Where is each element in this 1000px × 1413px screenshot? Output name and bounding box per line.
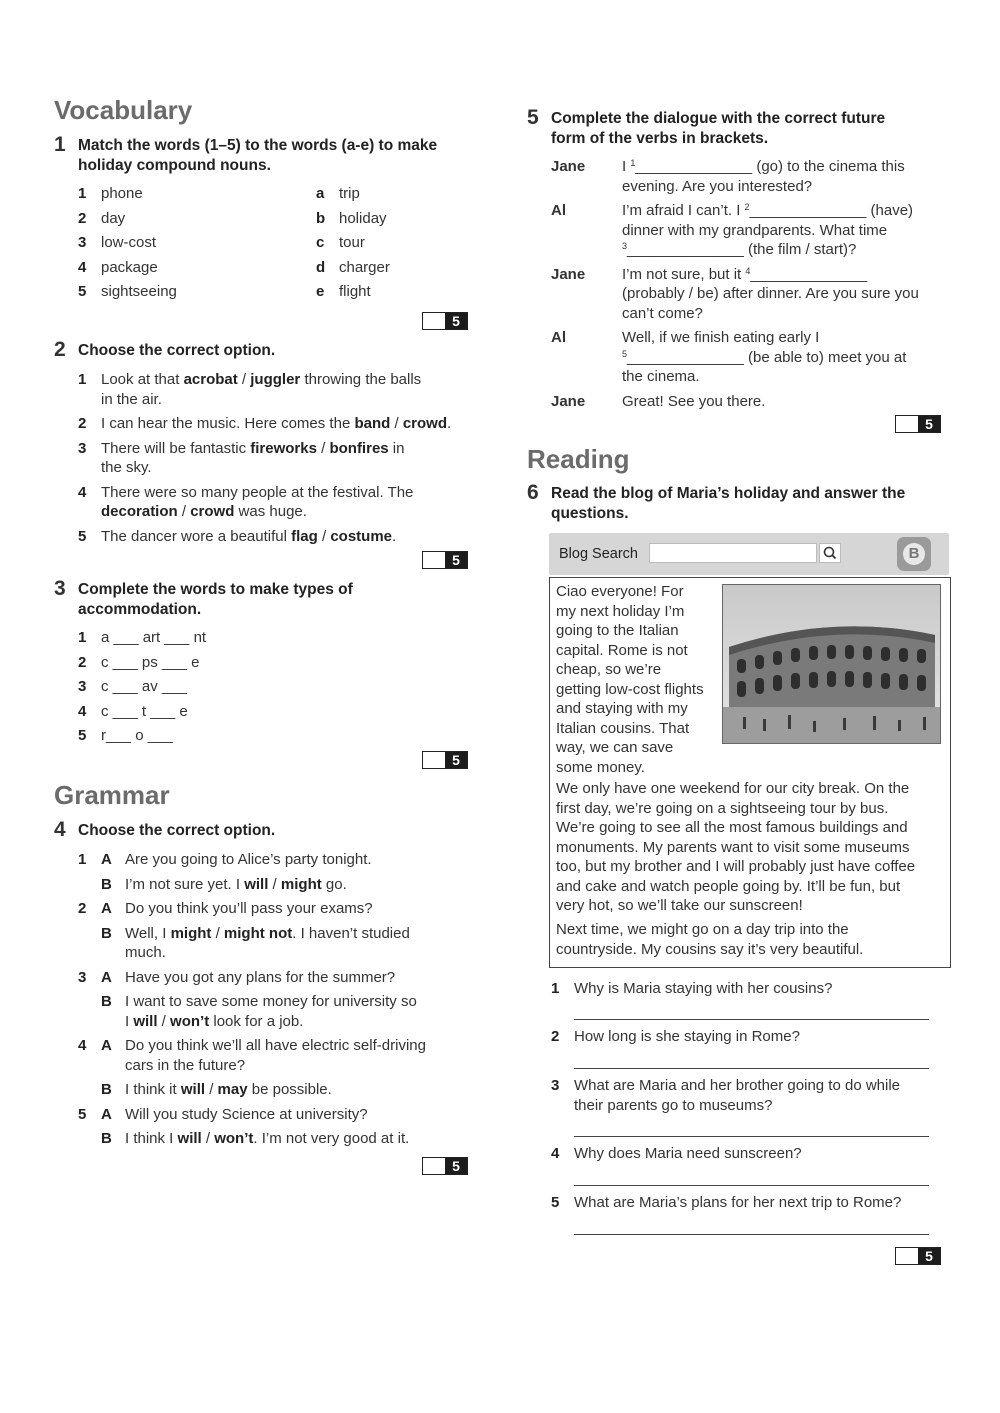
list-item: 2 c ___ ps ___ e [78,653,200,671]
list-item: 4 A Do you think we’ll all have electric self-driving cars in the future? [78,1037,426,1074]
option-2[interactable]: crowd [190,503,235,520]
score-box[interactable] [422,751,468,769]
dialogue-line: Al Well, if we finish eating early I $^5$______________ (be able to) meet you at the cinema. [551,329,907,385]
exercise-title-line: form of the verbs in brackets. [551,130,769,147]
dialogue [551,157,951,411]
exercise-title: Choose the correct option. [78,822,276,839]
score-box[interactable] [895,1247,941,1265]
item-number: 3 [78,234,87,252]
exercise-title-line: Read the blog of Maria’s holiday and answer the [551,485,906,502]
option-1[interactable]: will [180,1081,206,1098]
option-1[interactable]: will [133,1012,158,1030]
gap-field[interactable]: ______________ (have) [749,202,914,219]
exercise-number: 6 [527,481,539,504]
option-1[interactable]: might [170,924,212,942]
exercise-title-line: Match the words (1–5) to the words (a-e) to make [78,137,438,154]
list-item: 5 A Will you study Science at university? [78,1105,368,1123]
score-max: 5 [445,752,467,768]
exercise-number: 4 [54,818,66,841]
item-text: day [101,209,126,227]
dialogue-line: Jane I $^1$______________ (go) to the cinema this evening. Are you interested? [551,158,905,195]
item-number: 1 [78,371,87,388]
exercise-title [551,484,905,524]
list-item: 5 The dancer wore a beautiful flag / costume. [78,527,397,545]
blog-header-bar [549,533,949,575]
exercise-title [78,580,353,620]
blogger-logo-icon[interactable] [897,537,931,571]
speaker-name: Jane [551,265,586,283]
item-letter: a [316,185,325,202]
question-5: 5 What are Maria’s plans for her next trip to Rome? [551,1194,902,1211]
option-1[interactable]: acrobat [183,371,238,388]
question-2: 2 How long is she staying in Rome? [551,1028,800,1045]
blog-paragraph-3: Next time, we might go on a day trip into the countryside. My cousins say it’s very beautiful. [556,921,864,958]
dialogue-option-list [78,850,478,1149]
dialogue-line: Al I’m afraid I can’t. I $^2$______________ (have) dinner with my grandparents. What time $^3$______________ (the film / start)? [551,202,914,258]
item-number: 4 [78,258,87,276]
option-2[interactable]: costume [330,527,392,545]
option-1[interactable]: will [177,1130,202,1147]
list-item: 1 Look at that acrobat / juggler throwing the balls in the air. [78,371,422,408]
list-item [316,233,476,258]
blog-search-input[interactable] [649,543,817,563]
score-max: 5 [445,552,467,568]
answer-line[interactable] [574,1068,929,1069]
item-letter: b [316,209,326,227]
list-item: B I want to save some money for university so I will / won’t look for a job. [101,993,417,1030]
blog-search-label: Blog Search [559,546,638,562]
item-text: tour [339,234,365,252]
search-icon [820,544,840,562]
exercise-title [551,109,885,149]
item-text: holiday [339,209,387,227]
dialogue-line: Jane Great! See you there. [551,392,766,410]
item-text: sightseeing [101,283,177,301]
option-1[interactable]: will [244,875,269,893]
list-item: 3 c ___ av ___ [78,678,187,696]
match-right-list [316,184,476,307]
speaker-name: Al [551,202,566,219]
answer-line[interactable] [574,1136,929,1137]
item-number: 3 [78,439,87,457]
item-letter: c [316,234,325,252]
search-button[interactable] [819,543,841,563]
list-item: 4 There were so many people at the festival. The decoration / crowd was huge. [78,483,414,520]
list-item: 1 A Are you going to Alice’s party tonight. [78,851,372,868]
colosseum-image [722,584,941,744]
list-item [78,258,298,283]
item-number: 5 [78,527,87,545]
answer-line[interactable] [574,1019,929,1020]
exercise-title-line: accommodation. [78,601,202,618]
gap-word[interactable]: c ___ ps ___ e [101,653,200,671]
item-text: trip [339,185,360,202]
section-heading-grammar: Grammar [54,780,170,810]
question-3: 3 What are Maria and her brother going to do while their parents go to museums? [551,1077,901,1114]
item-text: charger [339,258,390,276]
list-item: B I think I will / won’t. I’m not very good at it. [101,1130,410,1147]
option-2[interactable]: crowd [402,415,447,432]
section-heading-reading: Reading [527,444,630,474]
score-box[interactable] [895,415,941,433]
blog-paragraph-1: Ciao everyone! For my next holiday I’m going to the Italian capital. Rome is not cheap, so we’re getting low-cost flights and staying with my Italian cousins. That way, we can save some money. [556,583,704,776]
question-1: 1 Why is Maria staying with her cousins? [551,980,833,997]
list-item [78,209,298,234]
speaker-name: Al [551,329,566,346]
option-1[interactable]: decoration [101,503,178,520]
exercise-title [78,136,437,176]
list-item: 2 A Do you think you’ll pass your exams? [78,900,373,917]
list-item: B I’m not sure yet. I will / might go. [101,875,347,893]
option-1[interactable]: fireworks [250,439,317,457]
item-number: 2 [78,209,87,227]
score-max: 5 [918,1248,940,1264]
list-item: B I think it will / may be possible. [101,1081,332,1098]
score-max: 5 [445,1158,467,1174]
item-text: package [101,258,158,276]
list-item [78,184,298,209]
blog-paragraph-2: We only have one weekend for our city break. On the first day, we’re going on a sightseeing tour by bus. We’re going to see all the most famous buildings and monuments. My parents want to visit some museums too, but my brother and I will probably just have coffee and cake and watch people going by. It’ll be fun, but very hot, so we’ll take our sunscreen! [556,780,916,914]
list-item: 3 There will be fantastic fireworks / bonfires in the sky. [78,439,405,476]
exercise-title-line: Complete the words to make types of [78,581,353,598]
gap-word[interactable]: a ___ art ___ nt [101,629,207,646]
option-2[interactable]: may [217,1081,248,1098]
speaker-name: Jane [551,392,586,410]
option-2[interactable]: won’t [170,1012,210,1030]
item-letter: d [316,258,326,276]
item-text: flight [339,283,371,301]
score-max: 5 [918,416,940,432]
list-item: 2 I can hear the music. Here comes the band / crowd. [78,415,452,432]
item-number: 5 [78,283,87,301]
option-2[interactable]: won’t [214,1130,254,1147]
list-item [78,233,298,258]
item-number: 2 [78,415,87,432]
exercise-title-line: questions. [551,505,629,522]
list-item: 3 A Have you got any plans for the summer? [78,968,396,986]
answer-line[interactable] [574,1185,929,1186]
score-max: 5 [445,313,467,329]
exercise-number: 1 [54,133,66,156]
blogger-logo-letter: B [903,543,925,565]
item-number: 4 [78,483,87,501]
exercise-title: Choose the correct option. [78,342,276,359]
list-item [78,282,298,307]
item-letter: e [316,283,325,301]
gap-word[interactable]: c ___ av ___ [101,678,187,696]
list-item: 1 a ___ art ___ nt [78,629,207,646]
gap-word[interactable]: r___ o ___ [101,727,173,745]
item-number: 1 [78,185,87,202]
list-item: 4 c ___ t ___ e [78,702,188,720]
gap-field[interactable]: ______________ (the film / start)? [627,241,857,258]
option-1[interactable]: band [354,415,391,432]
question-4: 4 Why does Maria need sunscreen? [551,1145,802,1162]
option-2[interactable]: might [280,875,322,893]
option-1[interactable]: flag [291,527,318,545]
exercise-number: 2 [54,338,66,361]
list-item: 5 r___ o ___ [78,727,173,745]
gap-field[interactable]: ______________ (be able to) meet you at [627,348,907,366]
match-left-list [78,184,298,307]
exercise-number: 3 [54,577,66,600]
gap-field[interactable]: ______________ [750,265,868,283]
item-text: phone [101,185,143,202]
score-box[interactable] [422,1157,468,1175]
list-item [316,282,476,307]
list-item [316,258,476,283]
option-list [78,370,478,546]
score-box[interactable] [422,312,468,330]
dialogue-line: Jane I’m not sure, but it $^4$______________ (probably / be) after dinner. Are you sure you can’t come? [551,265,919,322]
option-2[interactable]: might not [223,924,293,942]
section-heading-vocabulary: Vocabulary [54,95,193,125]
option-2[interactable]: juggler [250,371,301,388]
option-2[interactable]: bonfires [329,439,389,457]
list-item [316,209,476,234]
speaker-name: Jane [551,158,586,175]
answer-line[interactable] [574,1234,929,1235]
gap-word[interactable]: c ___ t ___ e [101,702,188,720]
word-gap-list [78,628,378,751]
colosseum-illustration [723,585,941,744]
gap-field[interactable]: ______________ (go) to the cinema this [635,158,905,175]
item-text: low-cost [101,234,157,252]
exercise-title-line: holiday compound nouns. [78,157,271,174]
score-box[interactable] [422,551,468,569]
list-item [316,184,476,209]
list-item: B Well, I might / might not. I haven’t studied much. [101,924,410,961]
exercise-number: 5 [527,106,539,129]
exercise-title-line: Complete the dialogue with the correct future [551,110,886,127]
